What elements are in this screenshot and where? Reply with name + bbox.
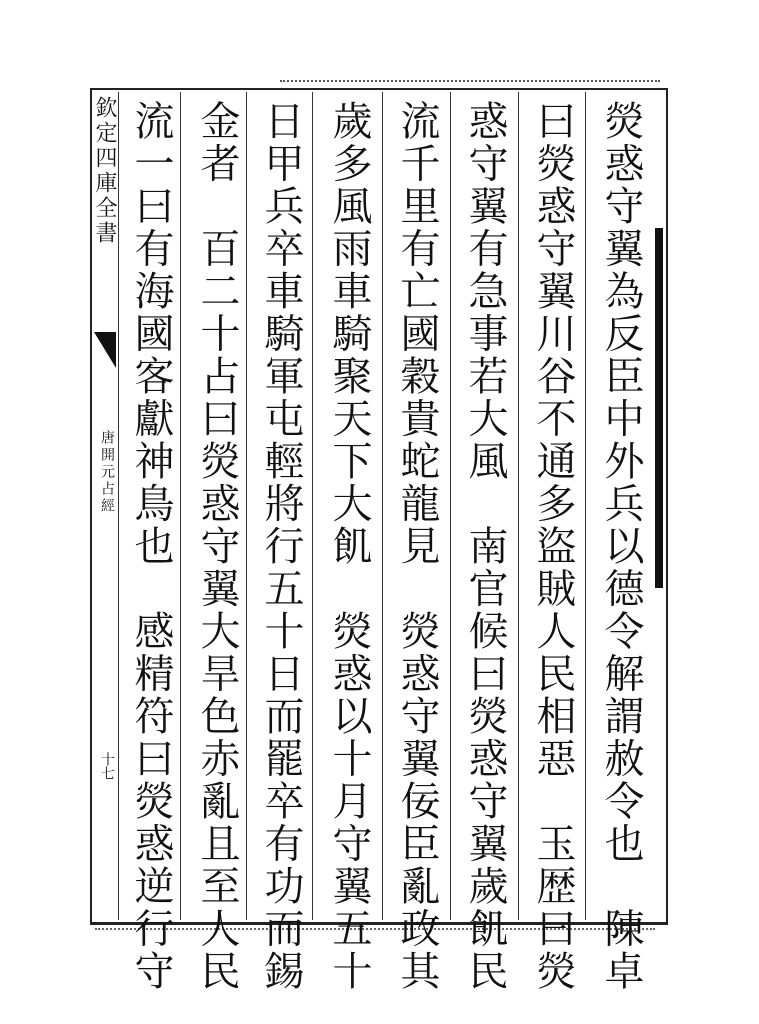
column-rule [518, 92, 519, 920]
top-dotted-border [280, 80, 660, 86]
text-column-8: 流一曰有海國客獻神鳥也 感精符曰熒惑逆行守 [128, 100, 174, 993]
text-column-6: 日甲兵卒車騎軍屯輕將行五十日而罷卒有功而錫 [258, 100, 304, 993]
text-column-4: 流千里有亡國穀貴蛇龍見 熒惑守翼佞臣亂政其 [394, 100, 440, 993]
text-column-3: 惑守翼有急事若大風 南官候曰熒惑守翼歲飢民 [462, 100, 508, 993]
ink-bar [655, 228, 663, 588]
text-column-1: 熒惑守翼為反臣中外兵以德令解謂赦令也 陳卓 [598, 100, 644, 993]
margin-page-number: 十七 [99, 752, 115, 780]
column-rule [118, 92, 119, 920]
fish-tail-mark [94, 332, 116, 368]
frame-right-border [666, 88, 668, 924]
column-rule [180, 92, 181, 920]
column-rule [382, 92, 383, 920]
column-rule [450, 92, 451, 920]
frame-top-border [90, 88, 668, 90]
margin-collection-title: 欽定四庫全書 [92, 96, 117, 246]
text-column-7: 金者 百二十占曰熒惑守翼大旱色赤亂且至人民 [194, 100, 240, 993]
margin-book-title: 唐開元占經 [99, 430, 115, 515]
frame-bottom-border [90, 922, 668, 925]
text-column-5: 歲多風雨車騎聚天下大飢 熒惑以十月守翼五十 [326, 100, 372, 993]
column-rule [312, 92, 313, 920]
text-column-2: 曰熒惑守翼川谷不通多盜賊人民相惡 玉歴曰熒 [530, 100, 576, 993]
column-rule [246, 92, 247, 920]
column-rule [585, 92, 586, 920]
